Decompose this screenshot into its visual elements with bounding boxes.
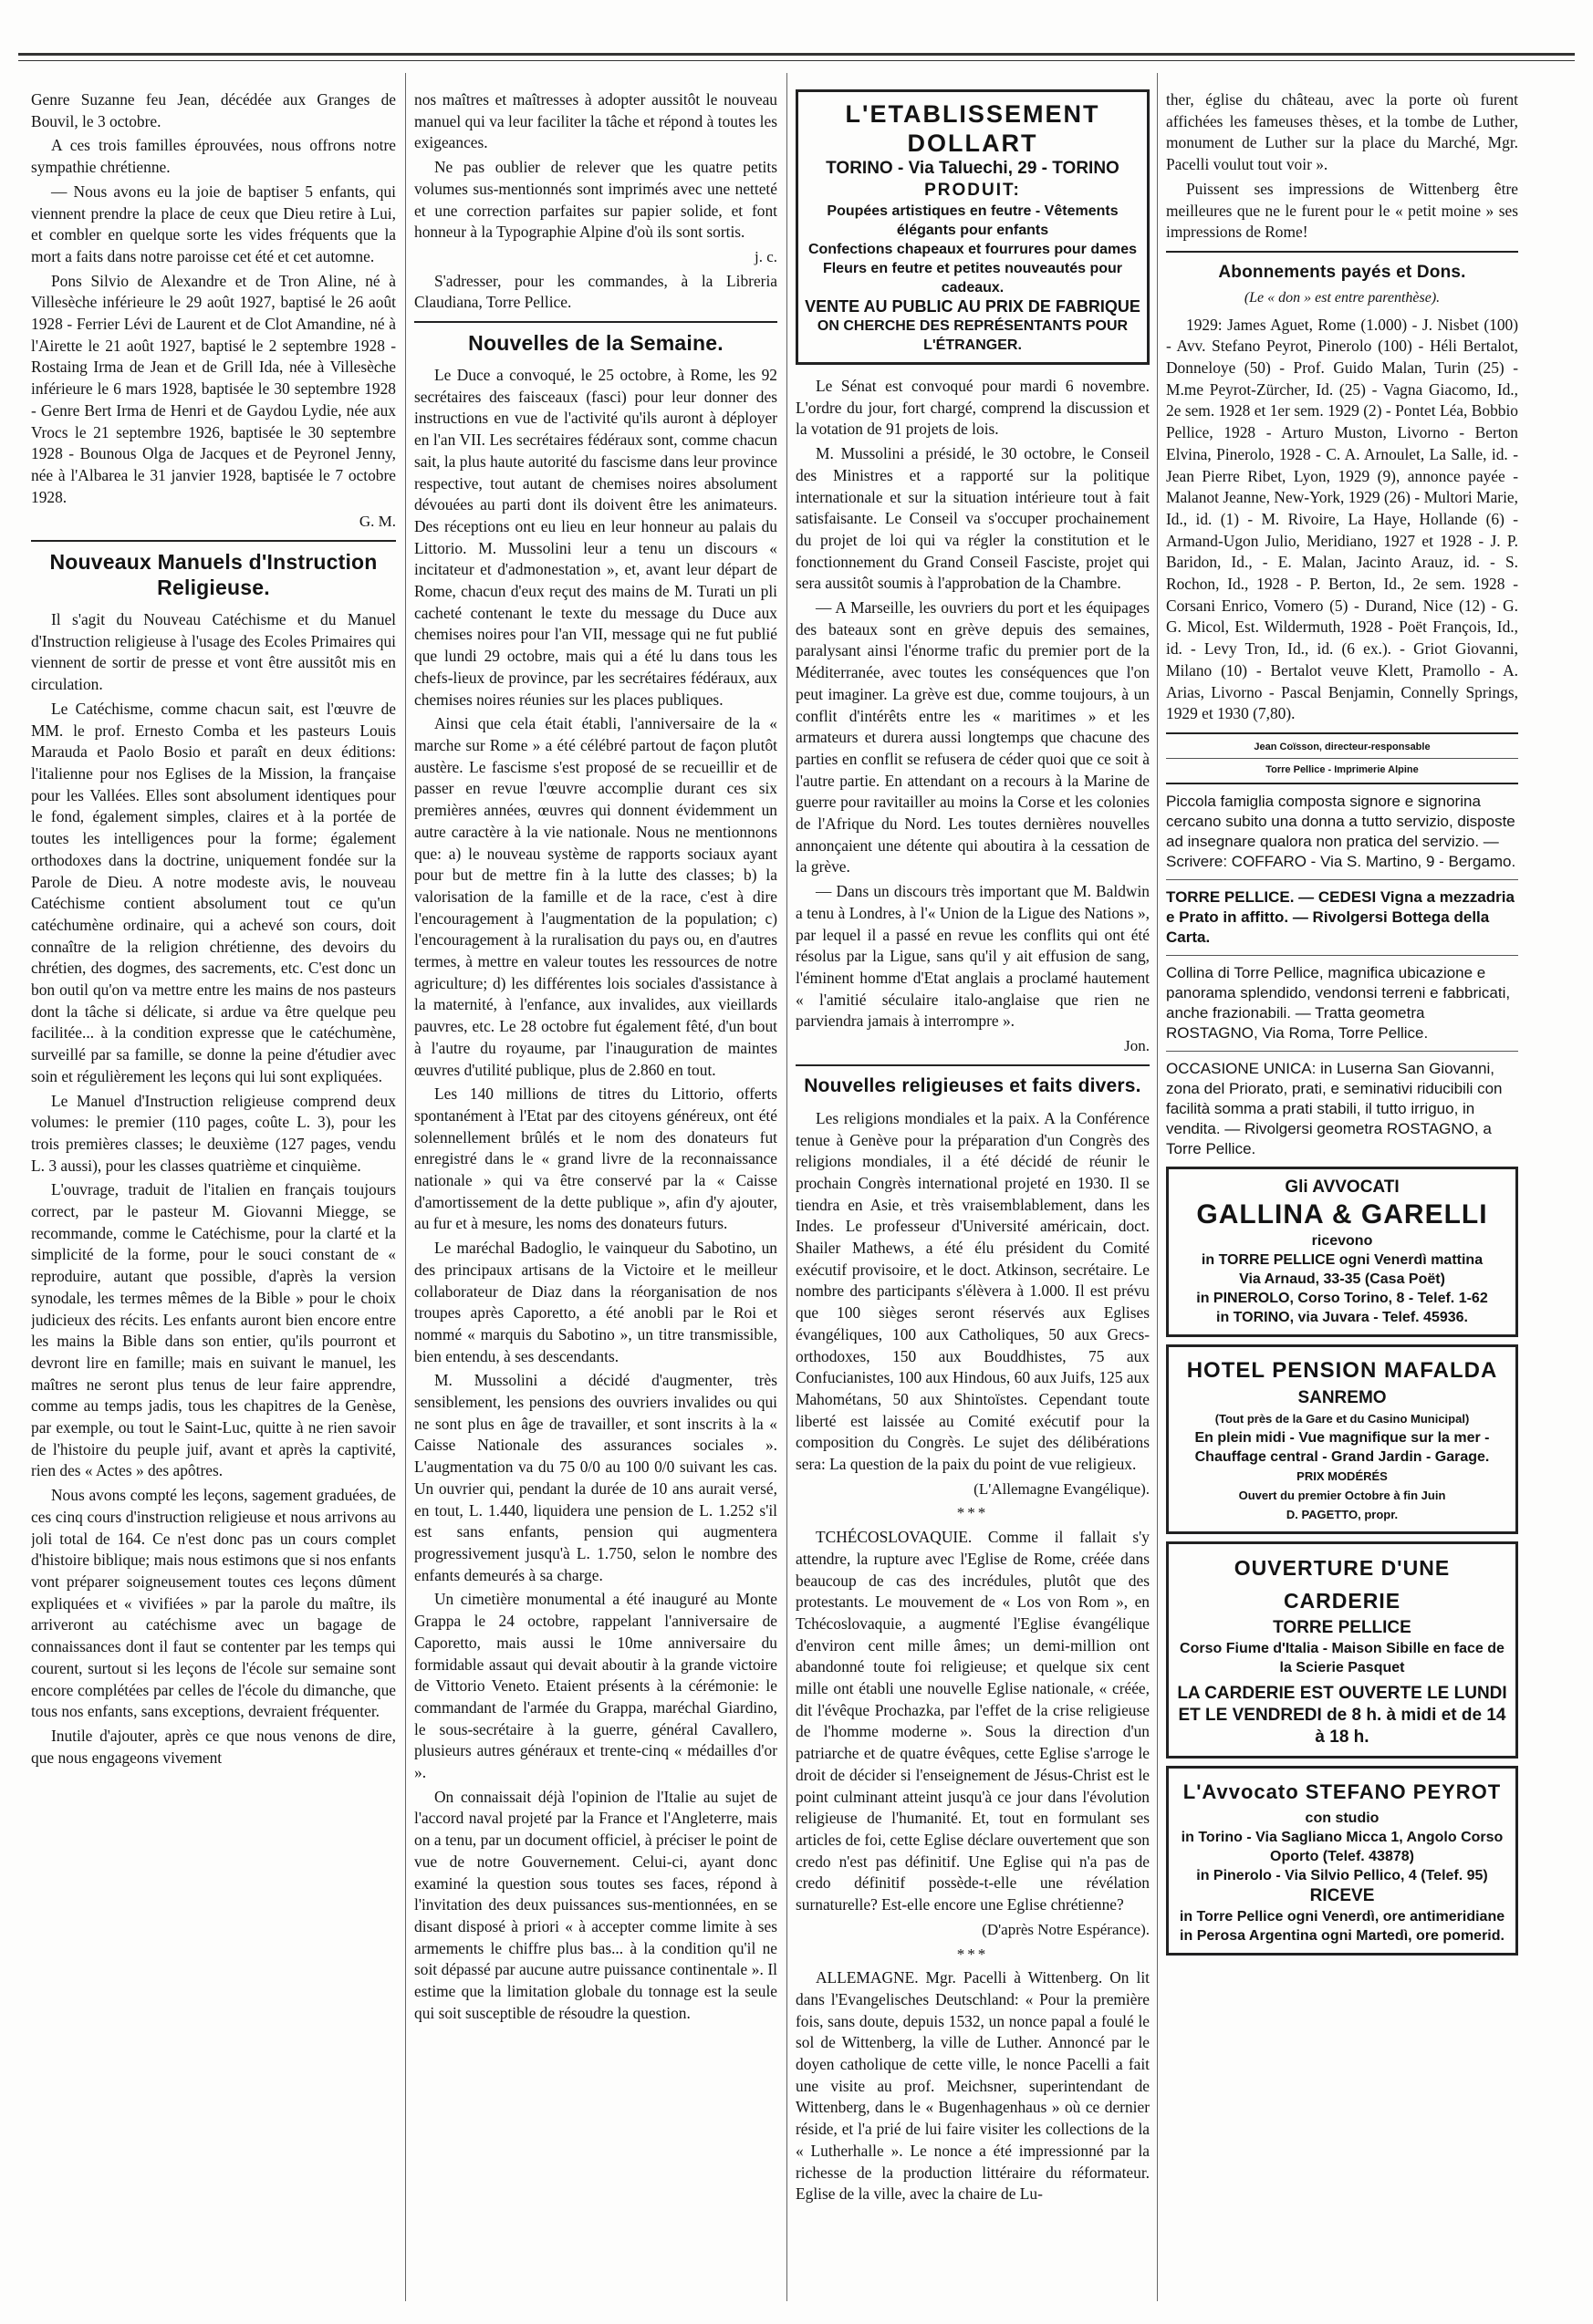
section-rule: [1166, 758, 1518, 759]
ad-line: in PINEROLO, Corso Torino, 8 - Telef. 1-62: [1196, 1290, 1488, 1306]
signature: G. M.: [359, 513, 396, 531]
ad-title: L'ETABLISSEMENT DOLLART: [845, 100, 1100, 157]
ad-title: TORRE PELLICE: [1273, 1617, 1411, 1637]
section-rule: [796, 1064, 1150, 1066]
section-rule: [1166, 251, 1518, 253]
ad-line: ON CHERCHE DES REPRÉSENTANTS POUR L'ÉTRANGER.: [817, 318, 1129, 353]
ad-line: VENTE AU PUBLIC AU PRIX DE FABRIQUE: [805, 297, 1140, 316]
section-rule: [1166, 732, 1518, 734]
ad-line: RICEVE: [1309, 1885, 1375, 1905]
classified-ad: Piccola famiglia composta signore e signorina cercano subito una donna a tutto servizio, disposte ad insegnare qualora non pratica del servizio. — Scrivere: COFFARO - Via S. Martino, 9 - Bergamo.: [1166, 792, 1516, 870]
top-rule: [18, 53, 1575, 56]
classified-ad: TORRE PELLICE. — CEDESI Vigna a mezzadria e Prato in affitto. — Rivolgersi Bottega della Carta.: [1166, 887, 1515, 946]
article-paragraph: L'ouvrage, traduit de l'italien en français toujours correct, par le pasteur M. Giovanni Miegge, se recommande, comme le Catéchisme, pour la clarté et la simplicité de la forme, pour le souci constant de « reproduire, autant que possible, d'après la version synodale, les termes mêmes de la Bible » pour le choix judicieux des récits. Les enfants auront bien encore entre les mains la Bible dans son entier, qu'ils pourront et devront lire en famille; mais en suivant le manuel, les maîtres ne seront plus tenus de leur faire apprendre, comme au temps jadis, tous les chapitres de la Genèse, par exemple, ou tout le Saint-Luc, quitte à ne rien savoir de l'histoire du peuple juif, avant et après la captivité, rien des « Actes » des apôtres.: [31, 1180, 396, 1480]
article-paragraph: Le Manuel d'Instruction religieuse comprend deux volumes: le premier (110 pages, coûte L. 3), pour les trois premières classes; le deuxième (127 pages, vendu L. 3 aussi), pour les classes quatrième et cinquième.: [31, 1091, 396, 1175]
article-paragraph: A ces trois familles éprouvées, nous offrons notre sympathie chrétienne.: [31, 136, 396, 177]
ad-line: En plein midi - Vue magnifique sur la mer - Chauffage central - Grand Jardin - Garage.: [1194, 1429, 1490, 1465]
ad-title: GALLINA & GARELLI: [1196, 1198, 1488, 1229]
ad-line: in Torre Pellice ogni Venerdì, ore antimeridiane: [1179, 1908, 1505, 1925]
section-rule: [1166, 783, 1518, 784]
column-divider: [786, 73, 787, 2301]
ad-title: SANREMO: [1297, 1387, 1387, 1407]
ad-line: Confections chapeaux et fourrures pour dames: [807, 242, 1138, 257]
abonnements-header: Abonnements payés et Dons.: [1218, 262, 1466, 282]
abonnements-note: (Le « don » est entre parenthèse).: [1244, 289, 1441, 306]
ad-line: LA CARDERIE EST OUVERTE LE LUNDI ET LE VENDREDI de 8 h. à midi et de 14 à 18 h.: [1177, 1683, 1507, 1747]
separator-stars: ***: [956, 1945, 989, 1963]
article-paragraph: S'adresser, pour les commandes, à la Libreria Claudiana, Torre Pellice.: [414, 271, 777, 312]
article-paragraph: ther, église du château, avec la porte où furent affichées les fameuses thèses, et la tombe de Luther, monument de Luther sur la place du Marché, Mgr. Pacelli voulut tout voir ».: [1166, 90, 1518, 174]
signature: j. c.: [754, 247, 777, 265]
ad-avvocati: [1166, 1167, 1518, 1337]
abonnements-list: 1929: James Aguet, Rome (1.000) - J. Nisbet (100) - Avv. Stefano Peyrot, Pinerolo (100) - Héli Bertalot, Donneloye (50) - Prof. Guido Malan, Turin (25) - M.me Peyrot-Zürcher, Id. (25) - Vagna Giacomo, Id., 2e sem. 1928 et 1er sem. 1929 (2) - Pontet Léa, Bobbio Pellice, 1928 - Arturo Muston, Livorno - Berton Elvina, Pinerolo, 1928 - C. A. Arnoulet, La Salle, id. - Jean Pierre Ribet, Lyon, 1929 (9), annonce payée - Malanot Jeanne, New-York, 1929 (26) - Multori Marie, Id., id. (1) - M. Rivoire, La Haye, Hollande (6) - Armand-Ugon Julio, Meridiano, 1927 et 1928 - J. P. Baridon, Id., - E. Malan, Jacinto Arauz, id. - S. Rochon, Id., 1928 - P. Berton, Id., 2e sem. 1928 - Corsani Enrico, Vomero (5) - Durand, Nice (12) - G. G. Micol, Est. Wildermuth, 1928 - Poët François, Id., id. - Levy Tron, Id., id. (6 ex.). - Griot Giovanni, Milano (10) - Bertalot veuve Klett, Pramollo - A. Arias, Livorno - Pascal Benjamin, Connelly Springs, 1929 et 1930 (7,80).: [1166, 315, 1518, 723]
article-paragraph: Les religions mondiales et la paix. A la Conférence tenue à Genève pour la préparation d'un Congrès des religions mondiales, il a été décidé de réunir le prochain Congrès international projeté en 1930. Il se tiendra en Asie, et très vraisemblablement, dans les Indes. Le professeur d'Université américain, doct. Shailer Mathews, a été élu président du Comité exécutif provisoire, et le doct. Atkinson, secrétaire. Le nombre des participants s'élèvera à 1.000. Il est prévu que 100 sièges seront réservés aux Eglises évangéliques, 100 aux Catholiques, 50 aux Grecs-orthodoxes, 150 aux Bouddhistes, 75 aux Confucianistes, 100 aux Hindous, 60 aux Juifs, 125 aux Mahométans, 50 aux Shintoïstes. Cependant toute liberté est laissée au Comité exécutif pour la composition du Congrès. Le sujet des délibérations sera: La question de la paix du point de vue religieux.: [796, 1108, 1150, 1474]
article-paragraph: — Dans un discours très important que M. Baldwin a tenu à Londres, à l'« Union de la Ligue des Nations », par lequel il a passé en revue les conflits qui ont été résolus par la Ligue, sans qu'il y ait effusion de sang, l'éminent homme d'Etat anglais a proclamé hautement « l'amitié séculaire italo-anglaise que rien ne parviendra jamais à interrompre ».: [796, 882, 1150, 1031]
signature: Jon.: [1124, 1037, 1150, 1055]
article-paragraph: Le maréchal Badoglio, le vainqueur du Sabotino, un des principaux artisans de la Victoire et le meilleur collaborateur de Diaz dans la réorganisation de nos troupes après Caporetto, a été anobli par le Roi et nommé « marquis du Sabotino », un titre transmissible, bien entendu, à ses descendants.: [414, 1239, 777, 1365]
section-rule: [1166, 1051, 1518, 1052]
article-paragraph: M. Mussolini a présidé, le 30 octobre, le Conseil des Ministres et a rapporté sur la politique internationale et sur la situation intérieure tout à fait satisfaisante. Le Conseil va s'occuper prochainement du projet de loi qui va régler la constitution et le fonctionnement du Grand Conseil Fasciste, projet qui sera aussitôt soumis à l'approbation de la Chambre.: [796, 444, 1150, 593]
article-paragraph: Le Sénat est convoqué pour mardi 6 novembre. L'ordre du jour, fort chargé, comprend la discussion et la votation de 91 projets de lois.: [796, 377, 1150, 439]
column-3: [796, 89, 1150, 2297]
article-paragraph: Genre Suzanne feu Jean, décédée aux Granges de Bouvil, le 3 octobre.: [31, 90, 396, 130]
article-paragraph: Inutile d'ajouter, après ce que nous venons de dire, que nous engageons vivement: [31, 1726, 396, 1767]
article-paragraph: Pons Silvio de Alexandre et de Tron Aline, né à Villesèche inférieure le 29 août 1927, baptisé le 26 août 1928 - Ferrier Lévi de Laurent et de Clot Amandine, né à l'Airette le 21 août 1927, baptisé le 2 septembre 1928 - Rostaing Irma de Jean et de Grill Ida, née à Villesèche inférieure le 6 mars 1928, baptisée le 30 septembre 1928 - Genre Bert Irma de Henri et de Gaydou Lydie, née aux Vrocs le 21 septembre 1926, baptisée le 30 septembre 1928 - Bounous Olga de Jacques et de Peyronel Jenny, née à l'Albarea le 31 janvier 1928, baptisée le 7 octobre 1928.: [31, 271, 396, 506]
ad-line: Via Arnaud, 33-35 (Casa Poët): [1239, 1271, 1445, 1287]
article-paragraph: Les 140 millions de titres du Littorio, offerts spontanément à l'Etat par des citoyens généreux, ont été solennellement brûlés et le nom des donateurs fut enregistré dans le « grand livre de la reconnaissance nationale » qui va être conservé par la « Caisse d'amortissement de la dette publique », afin d'y ajouter, au fur et à mesure, les noms des donateurs futurs.: [414, 1084, 777, 1233]
article-paragraph: — Nous avons eu la joie de baptiser 5 enfants, qui viennent prendre la place de ceux que Dieu retire à Lui, et combler en quelque sorte les vides fréquents que la mort a faits dans notre paroisse cet été et cet automne.: [31, 182, 396, 265]
separator-stars: ***: [956, 1504, 989, 1522]
ad-line: in TORRE PELLICE ogni Venerdì mattina: [1201, 1251, 1484, 1268]
article-paragraph: Ne pas oublier de relever que les quatre petits volumes sus-mentionnés sont imprimés avec une netteté et une correction parfaites sur papier solide, et font honneur à la Typographie Alpine d'où ils sont sortis.: [414, 158, 777, 242]
article-paragraph: Le Catéchisme, comme chacun sait, est l'œuvre de MM. le prof. Ernesto Comba et les pasteurs Louis Marauda et Paolo Bosio et paraît en deux éditions: l'italienne pour nos Eglises de la Mission, la française pour les Vallées. Elles sont absolument identiques pour le fond, également simples, claires et à la portée de toutes les intelligences pour la forme; également orthodoxes dans la doctrine, uniquement fondée sur la Parole de Dieu. A notre modeste avis, le nouveau Catéchisme contient absolument tout ce qu'un catéchumène ordinaire, qui a achevé son cours, doit connaître de la religion chrétienne, des devoirs du chrétien, des dogmes, des sacrements, etc. C'est donc un bon outil qu'on va mettre entre les mains de nos pasteurs dont la tâche si délicate, si ardue va être quelque peu facilitée... à la condition expresse que le catéchumène, surveillé par sa famille, se donne la peine d'étudier avec soin et régulièrement les leçons qui lui sont expliquées.: [31, 699, 396, 1085]
ad-dollart: [796, 89, 1150, 365]
column-divider: [405, 73, 406, 2301]
section-rule: [31, 540, 396, 542]
ad-line: Corso Fiume d'Italia - Maison Sibille en face de la Scierie Pasquet: [1180, 1640, 1504, 1676]
ad-line: Poupées artistiques en feutre - Vêtements élégants pour enfants: [827, 203, 1119, 238]
section-header: Nouveaux Manuels d'Instruction Religieuse.: [49, 550, 378, 600]
article-paragraph: Ainsi que cela était établi, l'anniversaire de la « marche sur Rome » a été célébré partout de façon plutôt austère. Le fascisme s'est proposé de se recueillir et de passer en revue l'œuvre accomplie durant ces six premières années, œuvres qui donnent évidemment un autre caractère à la vie nationale. Nous ne mentionnons que: a) le nouveau système de rapports sociaux ayant pour but de mettre fin à la lutte des classes; b) la valorisation de la famille et de la race, c'est à dire l'encouragement à l'augmentation de la population; c) l'encouragement à la ruralisation du pays ou, en d'autres termes, à mettre en valeur toutes les ressources de notre agriculture; d) les différentes lois sociales d'assistance à la maternité, à l'enfance, aux invalides, aux vieillards pauvres, etc. Le 28 octobre fut également fêté, d'un bout à l'autre du royaume, par l'inauguration de maintes œuvres d'utilité publique, plus de 2.860 en tout.: [414, 714, 777, 1079]
article-paragraph: On connaissait déjà l'opinion de l'Italie au sujet de l'accord naval projeté par la France et l'Angleterre, mais on a tenu, par un document officiel, à préciser le point de vue de notre Gouvernement. Celui-ci, ayant donc examiné la question sous toutes ses faces, répond à l'invitation des deux puissances sus-mentionnées, en se disant disposé à priori « à accepter comme limite à ses armements le chiffre plus bas... à la condition qu'il ne soit dépassé par aucune autre puissance continentale ». Il estime que la limitation globale du tonnage est la seule qui soit susceptible de résoudre la question.: [414, 1787, 777, 2022]
ad-line: con studio: [1305, 1810, 1380, 1826]
column-4: [1166, 89, 1518, 2297]
ad-title: OUVERTURE D'UNE CARDERIE: [1234, 1555, 1451, 1613]
ad-title: HOTEL PENSION MAFALDA: [1186, 1357, 1498, 1383]
ad-title: Gli AVVOCATI: [1285, 1177, 1400, 1197]
article-paragraph: M. Mussolini a décidé d'augmenter, très sensiblement, les pensions des ouvriers invalides ou qui ne sont plus en âge de travailler, et sont inscrits à la « Caisse Nationale des assurances sociales ». L'augmentation va du 75 0/0 au 100 0/0 suivant les cas. Un ouvrier qui, pendant la durée de 10 ans aurait versé, en tout, L. 1.440, liquidera une pension de L. 1.252 s'il est sans enfants, pension qui augmentera progressivement jusqu'à L. 1.750, selon le nombre des enfants demeurés à sa charge.: [414, 1371, 777, 1584]
classified-ad: Collina di Torre Pellice, magnifica ubicazione e panorama splendido, vendonsi terreni e fabbricati, anche frazionabili. — Tratta geometra ROSTAGNO, Via Roma, Torre Pellice.: [1166, 963, 1511, 1042]
imprint-printer: Torre Pellice - Imprimerie Alpine: [1265, 763, 1419, 775]
ad-address: TORINO - Via Taluechi, 29 - TORINO: [826, 159, 1119, 178]
article-paragraph: nos maîtres et maîtresses à adopter aussitôt le nouveau manuel qui va leur faciliter la tâche et répond à toutes les exigeances.: [414, 90, 777, 152]
article-paragraph: TCHÉCOSLOVAQUIE. Comme il fallait s'y attendre, la rupture avec l'Eglise de Rome, créée dans beaucoup de cas des incrédules, plutôt que des protestants. Le mouvement de « Los von Rom », en Tchécoslovaquie, a augmenté l'Eglise évangélique d'environ cent mille âmes; un demi-million ont abandonné toute foi religieuse; et quelque six cent mille ont établi une nouvelle Eglise nationale, « créée, dit l'évêque Prochazka, par l'effet de la crise religieuse de l'homme moderne ». Sous la direction d'un patriarche et de quatre évêques, cette Eglise s'arroge le droit de décider si l'enseignement de Jésus-Christ est le point culminant atteint jusqu'à ce jour dans l'évolution religieuse de l'humanité. Et, tout en formulant ses articles de foi, cette Eglise déclare ouvertement que son credo n'est pas définitif. Une Eglise qui n'a pas de credo définitif possède-t-elle une révélation surnaturelle? Est-elle encore une Eglise chrétienne?: [796, 1528, 1150, 1914]
article-paragraph: Il s'agit du Nouveau Catéchisme et du Manuel d'Instruction religieuse à l'usage des Ecoles Primaires qui viennent de sortir de presse et vont être aussitôt mis en circulation.: [31, 610, 396, 694]
ad-line: Fleurs en feutre et petites nouveautés pour cadeaux.: [822, 261, 1123, 296]
ad-line: (Tout près de la Gare et du Casino Municipal): [1214, 1411, 1470, 1426]
article-paragraph: Nous avons compté les leçons, sagement graduées, de ces cinq cours d'instruction religieuse et nous arrivons au joli total de 164. Ce n'est donc pas un cours complet d'histoire biblique; mais nous estimons que si nos enfants vont préparer soigneusement toutes ces leçons dûment expliquées et « vivifiées » par la parole du maître, ils arriveront au catéchisme avec un bagage de connaissances dont il faut se contenter par les temps qui courent, surtout si les leçons de l'école sur semaine sont encore complétées par celles de l'école du dimanche, que tous nos enfants, sans exceptions, devraient fréquenter.: [31, 1486, 396, 1721]
section-rule: [414, 321, 777, 323]
ad-title: L'Avvocato STEFANO PEYROT: [1182, 1779, 1502, 1803]
section-header: Nouvelles religieuses et faits divers.: [804, 1074, 1141, 1096]
ad-line: in Perosa Argentina ogni Martedì, ore pomerid.: [1180, 1927, 1504, 1944]
article-paragraph: Le Duce a convoqué, le 25 octobre, à Rome, les 92 secrétaires des faisceaux (fasci) pour leur donner des instructions en vue de l'activité qu'ils auront à déployer en l'an VII. Les secrétaires fédéraux sont, comme chacun sait, la plus haute autorité du fascisme dans leur province respective, tout autant de chemises noires absolument dévouées au parti dont ils doivent être les animateurs. Des réceptions ont eu lieu en leur honneur au palais du Littorio. M. Mussolini leur a tenu un discours « incitateur et d'admonestation », et, avant leur départ de Rome, chacun d'eux reçut des mains de M. Turati un pli cacheté contenant le texte du message du Duce aux chemises noires pour l'an VII, message qui ne fut publié que lundi 29 octobre, mais qui a été lu dans tous les chefs-lieux de province, par les secrétaires fédéraux, aux chemises noires réunies sur les places publiques.: [414, 366, 777, 709]
ad-line: PRIX MODÉRÉS: [1296, 1468, 1388, 1483]
classified-ad: OCCASIONE UNICA: in Luserna San Giovanni, zona del Priorato, prati, e seminativi riducibili con facilità somma a prati stabili, il tutto irriguo, in vendita. — Rivolgersi geometra ROSTAGNO, a Torre Pellice.: [1166, 1059, 1503, 1157]
column-divider: [1157, 73, 1158, 2301]
ad-line: D. PAGETTO, propr.: [1286, 1507, 1399, 1521]
ad-line: in Torino - Via Sagliano Micca 1, Angolo Corso Oporto (Telef. 43878): [1181, 1829, 1504, 1864]
top-rule-thin: [18, 60, 1575, 61]
ad-line: in Pinerolo - Via Silvio Pellico, 4 (Telef. 95): [1196, 1867, 1488, 1883]
ad-line: ricevono: [1311, 1232, 1373, 1249]
ad-line: Ouvert du premier Octobre à fin Juin: [1238, 1488, 1446, 1502]
ad-peyrot: [1166, 1766, 1518, 1956]
article-paragraph: Un cimetière monumental a été inauguré au Monte Grappa le 24 octobre, rappelant l'anniversaire de Caporetto, mais aussi le 10me anniversaire du formidable assaut qui devait aboutir à la grande victoire de Vittorio Veneto. Etaient présents à la cérémonie: le commandant de l'armée du Grappa, maréchal Giardino, le sous-secrétaire à la guerre, général Cavallero, plusieurs autres généraux et trente-cinq « médailles d'or ».: [414, 1590, 777, 1782]
ad-carderie: [1166, 1541, 1518, 1759]
column-2: [414, 89, 777, 2297]
section-rule: [1166, 955, 1518, 956]
ad-hotel: [1166, 1344, 1518, 1534]
article-paragraph: — A Marseille, les ouvriers du port et les équipages des bateaux sont en grève depuis des semaines, paralysant ainsi l'énorme trafic du premier port de la Méditerranée, avec toutes les conséquences que l'on peut imaginer. La grève est due, comme toujours, à un conflit d'intérêts entre les « maritimes » et les armateurs et durera aussi longtemps que chacune des parties en conflit se refusera de céder quoi que ce soit à l'autre partie. En attendant on a recours à la Marine de guerre pour ravitailler au moins la Corse et les colonies de l'Afrique du Nord. Les toutes dernières nouvelles annonçaient une détente qui aboutira à la cessation de la grève.: [796, 598, 1150, 877]
imprint-director: Jean Coïsson, directeur-responsable: [1254, 741, 1431, 752]
section-header: Nouvelles de la Semaine.: [468, 331, 724, 356]
ad-produit: PRODUIT:: [924, 181, 1021, 200]
article-paragraph: ALLEMAGNE. Mgr. Pacelli à Wittenberg. On lit dans l'Evangelisches Deutschland: « Pour la première fois, sans doute, depuis 1532, un nonce papal a foulé le sol de Wittenberg, la ville de Luther. Annoncé par le doyen catholique de cette ville, le nonce Pacelli a fait une visite au prof. Meichsner, superintendant de Wittenberg, dans le « Bugenhagenhaus » où ce dernier réside, et l'a prié de lui faire visiter les collections de la « Lutherhalle ». Le nonce a été impressionné par la richesse de la production littéraire du réformateur. Eglise de la ville, avec la chaire de Lu-: [796, 1968, 1150, 2204]
source-credit: (D'après Notre Espérance).: [982, 1920, 1150, 1938]
section-rule: [1166, 879, 1518, 880]
article-paragraph: Puissent ses impressions de Wittenberg être meilleures que ne le furent pour le « petit moine » ses impressions de Rome!: [1166, 179, 1518, 242]
column-1: [31, 89, 396, 2297]
ad-line: in TORINO, via Juvara - Telef. 45936.: [1216, 1309, 1468, 1325]
source-credit: (L'Allemagne Evangélique).: [974, 1479, 1150, 1498]
